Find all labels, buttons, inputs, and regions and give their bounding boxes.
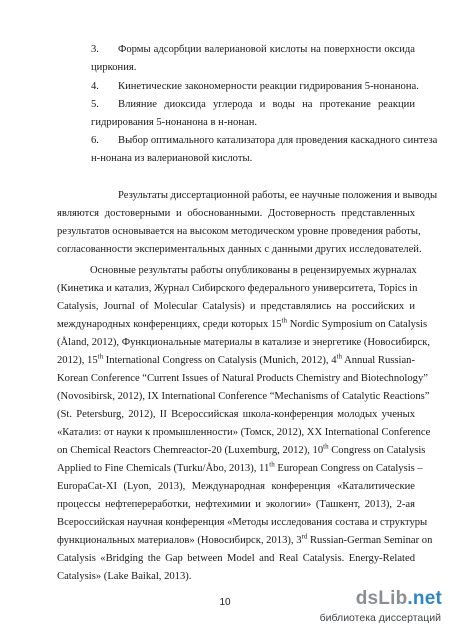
paragraph-line: 2012), 15th International Congress on Catalysis (Munich, 2012), 4th Annual Russian- [57, 352, 415, 366]
paragraph-line: (Novosibirsk, 2012), IX International Conference “Mechanisms of Catalytic Reactions” [57, 391, 430, 402]
list-item-line: гидрирования 5-нонанона в н-нонан. [91, 117, 258, 128]
logo-subtitle: библиотека диссертаций [319, 612, 441, 624]
paragraph-line: процессы нефтепереработки, нефтехимии и экологии» (Ташкент, 2013), 2-ая [57, 499, 415, 510]
paragraph-line: Korean Conference “Current Issues of Natural Products Chemistry and Biotechnology” [57, 373, 428, 384]
paragraph-line: Всероссийская научная конференция «Методы исследования состава и структуры [57, 517, 428, 528]
list-number: 3. [91, 44, 99, 55]
paragraph-line: согласованности экспериментальных данных с данными других исследователей. [57, 244, 422, 255]
page-number: 10 [219, 597, 231, 608]
logo-text [356, 588, 442, 610]
list-item-line: Кинетические закономерности реакции гидрирования 5-нонанона. [118, 81, 419, 92]
list-number: 4. [91, 81, 99, 92]
logo-part-1: dsLib [355, 588, 408, 609]
paragraph-line: международных конференциях, среди которых 15th Nordic Symposium on Catalysis [57, 316, 428, 330]
paragraph-line: (St. Petersburg, 2012), II Всероссийская школа-конференция молодых ученых [57, 409, 415, 420]
paragraph-line: on Chemical Reactors Chemreactor-20 (Luxemburg, 2012), 10th Congress on Catalysis [57, 442, 426, 456]
paragraph-line: Основные результаты работы опубликованы в рецензируемых журналах [90, 265, 417, 276]
paragraph-line: Catalysis, Journal of Molecular Catalysis) и представлялись на российских и [57, 301, 415, 312]
list-number: 5. [91, 99, 99, 110]
paragraph-line: EuropaCat-XI (Lyon, 2013), Международная конференция «Каталитические [57, 481, 415, 492]
list-item-line: Выбор оптимального катализатора для проведения каскадного синтеза [118, 135, 438, 146]
paragraph-line: (Åland, 2012), Функциональные материалы в катализе и энергетике (Новосибирск, [57, 337, 431, 348]
paragraph-line: являются достоверными и обоснованными. Достоверность представленных [57, 208, 415, 219]
paragraph-line: Результаты диссертационной работы, ее научные положения и выводы [118, 190, 438, 201]
paragraph-line: «Катализ: от науки к промышленности» (Томск, 2012), XX International Conference [57, 427, 431, 438]
paragraph-line: функциональных материалов» (Новосибирск, 2013), 3rd Russian-German Seminar on [57, 532, 433, 546]
list-item-line: циркония. [91, 62, 137, 73]
watermark-logo [319, 588, 442, 632]
list-number: 6. [91, 135, 99, 146]
paragraph-line: (Кинетика и катализ, Журнал Сибирского федерального университета, Topics in [57, 283, 418, 294]
paragraph-line: Catalysis» (Lake Baikal, 2013). [57, 571, 192, 582]
list-item-line: н-нонана из валериановой кислоты. [91, 153, 253, 164]
paragraph-line: Applied to Fine Chemicals (Turku/Åbo, 2013), 11th European Congress on Catalysis – [57, 460, 423, 474]
logo-part-2: .net [407, 588, 442, 609]
paragraph-line: результатов основывается на высоком методическом уровне проведения работы, [57, 226, 421, 237]
paragraph-line: Catalysis «Bridging the Gap between Model and Real Catalysis. Energy-Related [57, 553, 415, 564]
list-item-line: Формы адсорбции валериановой кислоты на поверхности оксида [118, 44, 415, 55]
list-item-line: Влияние диоксида углерода и воды на протекание реакции [118, 99, 415, 110]
